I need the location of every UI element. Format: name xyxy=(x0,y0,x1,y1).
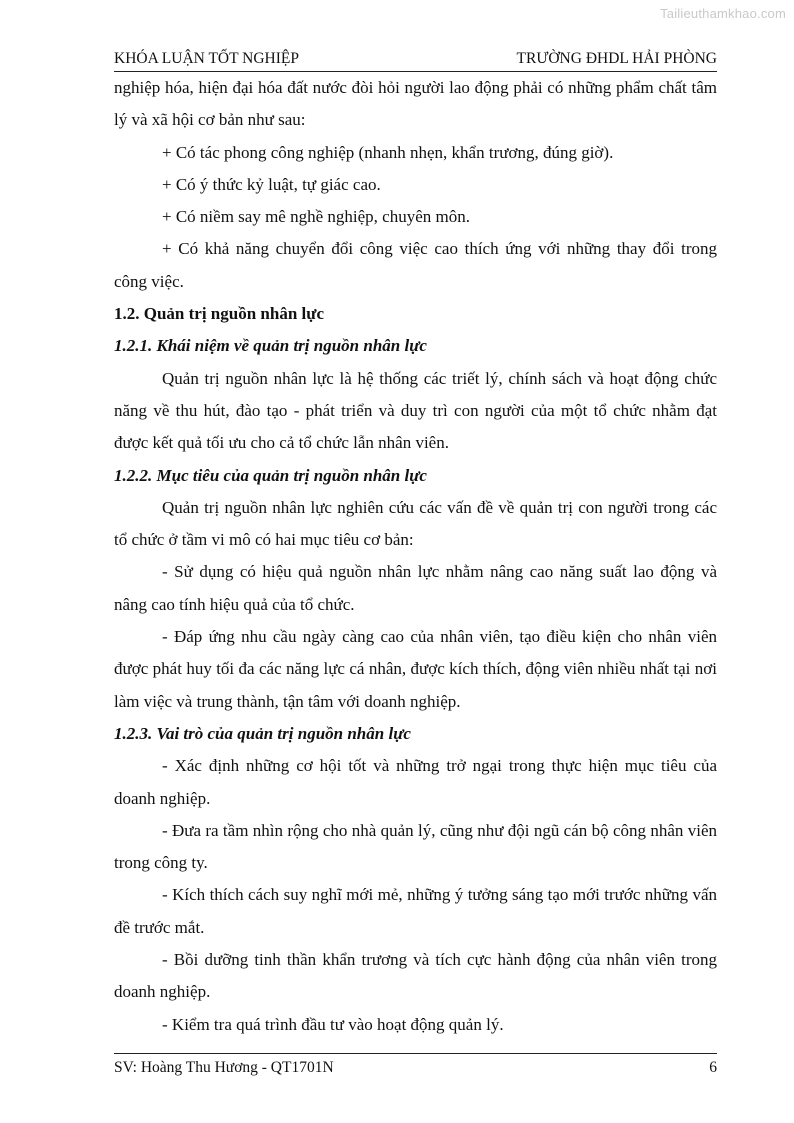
page-footer xyxy=(114,1053,717,1076)
paragraph: Quản trị nguồn nhân lực nghiên cứu các vấn đề về quản trị con người trong các tổ chức ở tầm vi mô có hai mục tiêu cơ bản: xyxy=(114,497,717,550)
paragraph: - Đưa ra tầm nhìn rộng cho nhà quản lý, cũng như đội ngũ cán bộ công nhân viên trong công ty. xyxy=(114,820,717,873)
subsection-heading: 1.2.3. Vai trò của quản trị nguồn nhân lực xyxy=(114,723,411,743)
paragraph: - Sử dụng có hiệu quả nguồn nhân lực nhằm nâng cao năng suất lao động và nâng cao tính hiệu quả của tổ chức. xyxy=(114,562,717,614)
bullet-item: + Có ý thức kỷ luật, tự giác cao. xyxy=(162,174,381,194)
header-left: KHÓA LUẬN TỐT NGHIỆP xyxy=(114,50,299,67)
section-heading: 1.2. Quản trị nguồn nhân lực xyxy=(114,304,325,324)
bullet-item: + Có khả năng chuyển đổi công việc cao thích ứng với những thay đổi trong công việc. xyxy=(114,239,717,291)
paragraph: - Đáp ứng nhu cầu ngày càng cao của nhân viên, tạo điều kiện cho nhân viên được phát huy tối đa các năng lực cá nhân, được kích thích, động viên nhiều nhất tại nơi làm việc và trung thành, tận tâm với doanh nghiệp. xyxy=(114,627,717,711)
paragraph: - Xác định những cơ hội tốt và những trở ngại trong thực hiện mục tiêu của doanh nghiệp. xyxy=(114,756,717,808)
page-number: 6 xyxy=(709,1059,717,1076)
footer-author: SV: Hoàng Thu Hương - QT1701N xyxy=(114,1059,334,1076)
paragraph: - Bồi dưỡng tinh thần khẩn trương và tích cực hành động của nhân viên trong doanh nghiệp. xyxy=(114,950,717,1002)
page-header xyxy=(114,47,717,72)
paragraph: Quản trị nguồn nhân lực là hệ thống các triết lý, chính sách và hoạt động chức năng về thu hút, đào tạo - phát triển và duy trì con người của một tổ chức nhằm đạt được kết quả tối ưu cho cả tổ chức lẫn nhân viên. xyxy=(114,368,717,453)
paragraph: - Kiểm tra quá trình đầu tư vào hoạt động quản lý. xyxy=(162,1014,504,1034)
subsection-heading: 1.2.2. Mục tiêu của quản trị nguồn nhân lực xyxy=(114,465,427,485)
paragraph: nghiệp hóa, hiện đại hóa đất nước đòi hỏi người lao động phải có những phẩm chất tâm lý và xã hội cơ bản như sau: xyxy=(114,78,717,130)
bullet-item: + Có tác phong công nghiệp (nhanh nhẹn, khẩn trương, đúng giờ). xyxy=(162,142,614,162)
paragraph: - Kích thích cách suy nghĩ mới mẻ, những ý tưởng sáng tạo mới trước những vấn đề trước mắt. xyxy=(114,885,717,937)
page-content xyxy=(114,72,717,1041)
header-right: TRƯỜNG ĐHDL HẢI PHÒNG xyxy=(516,50,717,67)
subsection-heading: 1.2.1. Khái niệm về quản trị nguồn nhân lực xyxy=(114,336,427,356)
watermark: Tailieuthamkhao.com xyxy=(660,6,786,21)
bullet-item: + Có niềm say mê nghề nghiệp, chuyên môn. xyxy=(162,207,470,227)
